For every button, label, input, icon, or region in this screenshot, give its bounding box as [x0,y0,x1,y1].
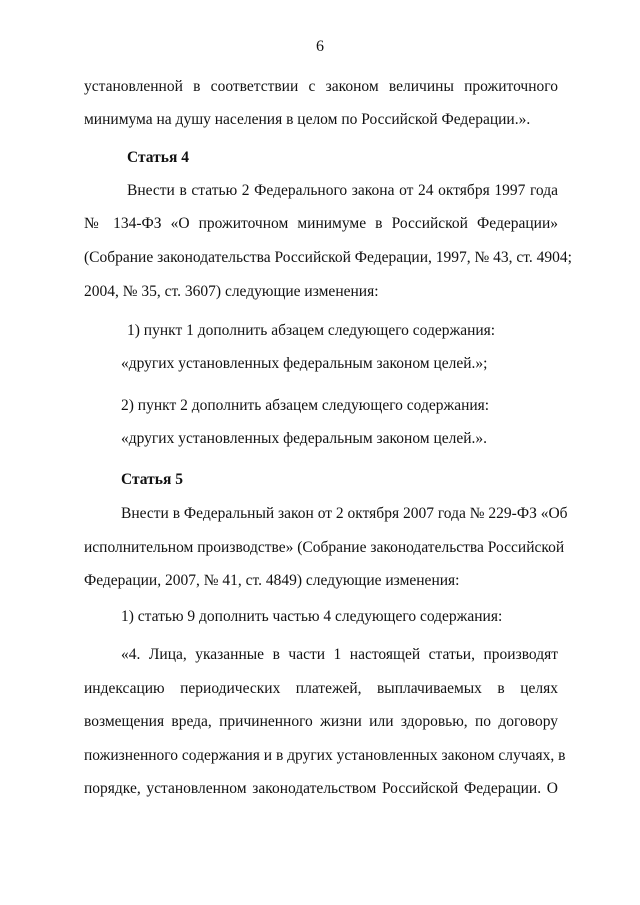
text-line: «4. Лица, указанные в части 1 настоящей статьи, производят [121,646,558,663]
text-line: 2004, № 35, ст. 3607) следующие изменения: [84,283,379,300]
text-line: Федерации, 2007, № 41, ст. 4849) следующие изменения: [84,572,460,589]
text-line: «других установленных федеральным законом целей.». [121,430,488,447]
text-line: Внести в статью 2 Федерального закона от 24 октября 1997 года [127,182,558,199]
text-line: порядке, установленном законодательством Российской Федерации. О [84,780,558,797]
text-line: пожизненного содержания и в других установленных законом случаях, в [84,747,566,764]
text-line: (Собрание законодательства Российской Федерации, 1997, № 43, ст. 4904; [84,249,572,266]
text-line: Внести в Федеральный закон от 2 октября 2007 года № 229-ФЗ «Об [121,505,568,522]
text-line: индексацию периодических платежей, выплачиваемых в целях [84,680,558,697]
text-line: минимума на душу населения в целом по Российской Федерации.». [84,111,531,128]
text-line: установленной в соответствии с законом величины прожиточного [84,78,558,95]
heading-text: Статья 5 [121,471,183,488]
text-line: 2) пункт 2 дополнить абзацем следующего содержания: [121,397,490,414]
text-line: «других установленных федеральным законом целей.»; [121,355,488,372]
heading-text: Статья 4 [127,149,189,166]
text-line: 1) статью 9 дополнить частью 4 следующего содержания: [121,608,503,625]
page-number: 6 [316,38,324,55]
text-line: возмещения вреда, причиненного жизни или здоровью, по договору [84,713,558,730]
text-line: исполнительном производстве» (Собрание законодательства Российской [84,539,565,556]
text-line: № 134-ФЗ «О прожиточном минимуме в Российской Федерации» [84,215,558,232]
text-line: 1) пункт 1 дополнить абзацем следующего содержания: [127,322,496,339]
